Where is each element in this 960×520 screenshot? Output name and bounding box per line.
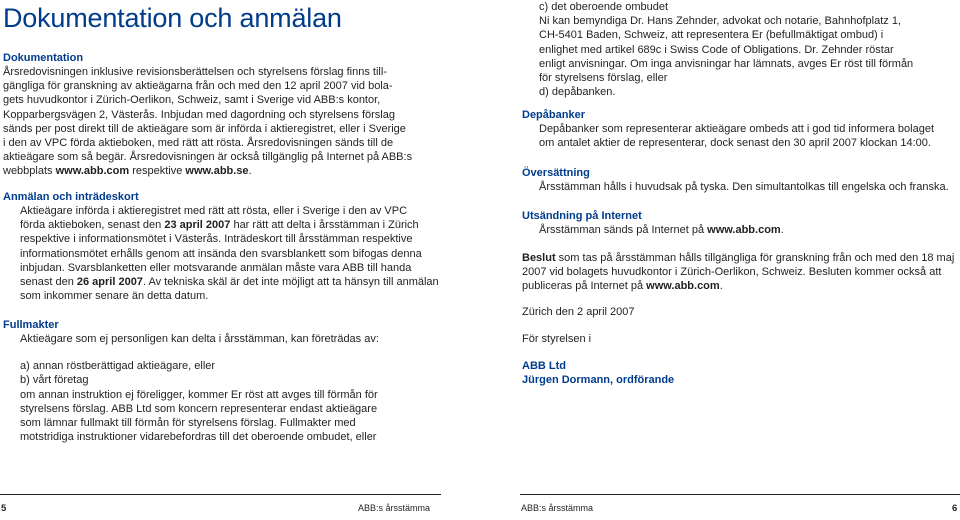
text-line: inbjudan. Svarsblanketten eller motsvarande anmälan måste vara ABB till handa (20, 261, 412, 274)
section-heading-fullmakter: Fullmakter (3, 319, 59, 331)
text-line: Årsredovisningen inklusive revisionsberättelsen och styrelsens förslag finns till- (3, 66, 387, 78)
continuation-text (522, 0, 957, 99)
text-line: aktieägare som så begär. Årsredovisningen är också tillgänglig på Internet på ABB:s (3, 151, 413, 164)
text-line: respektive i informationsmötet i Västerås. Inträdeskort till årsstämman respektive (20, 233, 413, 246)
fullmakter-intro: Aktieägare som ej personligen kan delta i årsstämman, kan företrädas av: (20, 333, 379, 345)
text-line: webbplats www.abb.com respektive www.abb.se. (3, 165, 252, 178)
footer-label-left: ABB:s årsstämma (358, 503, 431, 513)
fullmakter-continuation (522, 0, 957, 99)
text-line: för styrelsens förslag, eller (539, 72, 668, 85)
utsandning-text (522, 223, 957, 237)
fullmakter-section (3, 318, 443, 444)
text-line: Aktieägare införda i aktieregistret med rätt att rösta, eller i Sverige i den av VPC (20, 205, 408, 217)
oversattning-section (522, 166, 957, 194)
text-line: Årsstämman sänds på Internet på www.abb.com. (539, 224, 784, 236)
beslut-text (522, 251, 957, 294)
text-line: om annan instruktion ej föreligger, kommer Er röst att avges till förmån för (20, 388, 378, 401)
text-line: gängliga för granskning av aktieägarna från och med den 12 april 2007 vid bola- (3, 80, 393, 93)
page-title: Dokumentation och anmälan (3, 3, 342, 33)
text-line: senast den 26 april 2007. Av tekniska skäl är det inte möjligt att ta hänsyn till anmälan (20, 276, 439, 289)
text-line: gets huvudkontor i Zürich-Oerlikon, Schweiz, samt i Sverige vid ABB:s kontor, (3, 94, 381, 107)
oversattning-text (522, 180, 957, 194)
text-line: styrelsens förslag. ABB Ltd som koncern representerar endast aktieägare (20, 402, 378, 415)
text-line: i den av VPC förda aktieboken, med rätt att rösta. Årsredovisningen sänds till de (3, 137, 394, 150)
text-line: Depåbanker som representerar aktieägare ombeds att i god tid informera bolaget (539, 123, 935, 135)
text-line: publiceras på Internet på www.abb.com. (522, 280, 723, 293)
fullmakter-options (3, 359, 443, 444)
page-number-right: 6 (952, 503, 958, 514)
company-name: ABB Ltd (522, 360, 566, 372)
text-line: motstridiga instruktioner vidarebefordras till det oberoende ombudet, eller (20, 431, 377, 444)
text-line: Kopparbergsvägen 2, Västerås. Inbjudan med dagordning och styrelsens förslag (3, 108, 395, 121)
dokumentation-section (3, 51, 443, 179)
place-date: Zürich den 2 april 2007 (522, 306, 635, 318)
text-line: enligt anvisningar. Om inga anvisningar har lämnats, avges Er röst till förmån (539, 57, 914, 70)
text-line: enlighet med artikel 689c i Swiss Code of Obligations. Dr. Zehnder röstar (539, 43, 894, 56)
text-line: informationsmötet erhålls genom att insända den svarsblankett som bifogas denna (20, 247, 422, 260)
section-heading-utsandning: Utsändning på Internet (522, 210, 642, 222)
footer-label-right: ABB:s årsstämma (521, 503, 594, 513)
text-line: Årsstämman hålls i huvudsak på tyska. Den simultantolkas till engelska och franska. (539, 181, 949, 193)
text-line: CH-5401 Baden, Schweiz, att representera Er (befullmäktigat ombud) i (539, 29, 884, 42)
anmalan-text (3, 204, 443, 303)
page-number-left: 5 (1, 503, 7, 514)
beslut-section (522, 251, 957, 294)
utsandning-section (522, 209, 957, 237)
option-b: b) vårt företag (20, 374, 89, 387)
text-line: förda aktieboken, senast den 23 april 2007 har rätt att delta i årsstämman i Zürich (20, 219, 419, 232)
text-line: Ni kan bemyndiga Dr. Hans Zehnder, advokat och notarie, Bahnhofplatz 1, (539, 15, 901, 28)
dokumentation-text (3, 65, 443, 179)
section-heading-oversattning: Översättning (522, 167, 590, 179)
signatory: Jürgen Dormann, ordförande (522, 374, 675, 386)
text-line: 2007 vid bolagets huvudkontor i Zürich-Oerlikon, Schweiz. Besluten kommer också att (522, 266, 942, 279)
text-line: om antalet aktier de representerar, dock senast den 30 april 2007 klockan 14:00. (539, 137, 931, 150)
text-line: som inkommer senare än detta datum. (20, 290, 209, 303)
text-line: sänds per post direkt till de aktieägare som är införda i aktieregistret, eller i Sverige (3, 122, 406, 135)
option-c: c) det oberoende ombudet (539, 1, 669, 13)
section-heading-anmalan: Anmälan och inträdeskort (3, 191, 139, 203)
option-a: a) annan röstberättigad aktieägare, eller (20, 360, 216, 373)
depabanker-text (522, 122, 957, 150)
text-line: som lämnar fullmakt till förmån för styrelsens förslag. Fullmakter med (20, 417, 356, 430)
option-d: d) depåbanken. (539, 86, 616, 99)
depabanker-section (522, 108, 957, 150)
anmalan-section (3, 190, 443, 303)
footer-rule-right (520, 494, 960, 495)
text-line: Beslut som tas på årsstämman hålls tillgängliga för granskning från och med den 18 maj (522, 252, 955, 264)
section-heading-dokumentation: Dokumentation (3, 52, 84, 64)
footer-rule-left (0, 494, 441, 495)
for-board: För styrelsen i (522, 333, 592, 345)
section-heading-depabanker: Depåbanker (522, 109, 585, 121)
